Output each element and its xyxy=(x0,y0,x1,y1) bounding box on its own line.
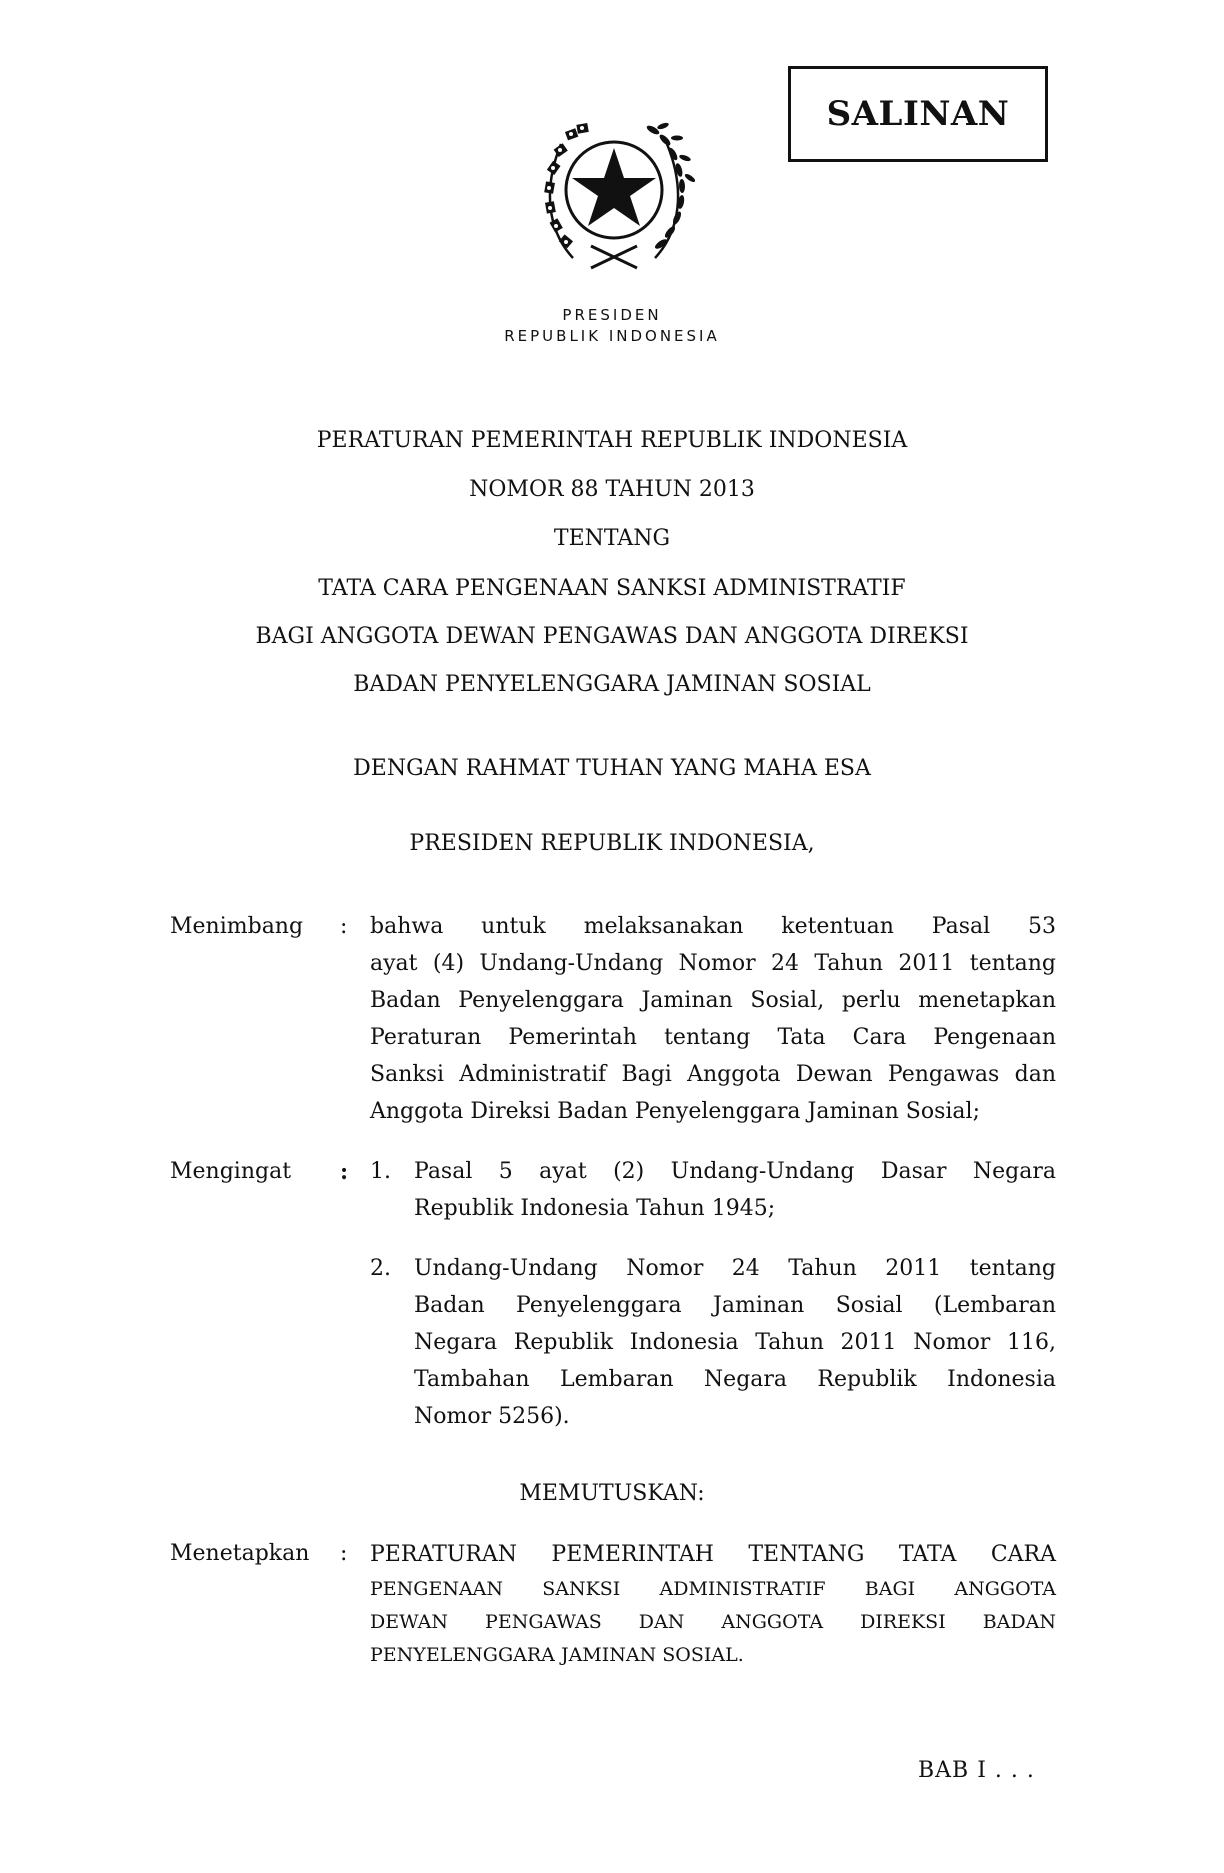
memutuskan-heading: MEMUTUSKAN: xyxy=(519,1481,705,1506)
presidential-emblem xyxy=(533,118,695,270)
regulation-title: PERATURAN PEMERINTAH REPUBLIK INDONESIA xyxy=(316,428,908,453)
menetapkan-colon: : xyxy=(340,1541,348,1566)
mengingat-line: Badan Penyelenggara Jaminan Sosial (Lembaran xyxy=(414,1293,1056,1318)
mengingat-item-number: 2. xyxy=(370,1256,391,1281)
mengingat-item-2 xyxy=(414,1250,1056,1435)
menetapkan-line: DEWAN PENGAWAS DAN ANGGOTA DIREKSI BADAN xyxy=(370,1611,1056,1633)
menimbang-line: bahwa untuk melaksanakan ketentuan Pasal 53 xyxy=(370,914,1056,939)
menimbang-colon: : xyxy=(340,914,348,939)
regulation-about: TENTANG xyxy=(553,526,671,551)
mengingat-line: Pasal 5 ayat (2) Undang-Undang Dasar Negara xyxy=(414,1159,1056,1184)
regulation-subject-line1: TATA CARA PENGENAAN SANKSI ADMINISTRATIF xyxy=(318,576,906,601)
menimbang-line: Badan Penyelenggara Jaminan Sosial, perlu menetapkan xyxy=(370,988,1056,1013)
mengingat-line: Republik Indonesia Tahun 1945; xyxy=(414,1196,776,1221)
menimbang-text xyxy=(370,908,1056,1130)
menimbang-line: ayat (4) Undang-Undang Nomor 24 Tahun 2011 tentang xyxy=(370,951,1056,976)
stamp-label: SALINAN xyxy=(826,94,1010,134)
salinan-stamp xyxy=(788,66,1048,162)
emblem-caption-line2: REPUBLIK INDONESIA xyxy=(504,327,720,345)
mengingat-line: Nomor 5256). xyxy=(414,1404,570,1429)
mengingat-colon: : xyxy=(340,1159,349,1185)
mengingat-item-number: 1. xyxy=(370,1159,391,1184)
menetapkan-line: PERATURAN PEMERINTAH TENTANG TATA CARA xyxy=(370,1542,1056,1567)
menimbang-line: Anggota Direksi Badan Penyelenggara Jaminan Sosial; xyxy=(370,1099,980,1124)
regulation-number: NOMOR 88 TAHUN 2013 xyxy=(469,477,755,502)
mengingat-line: Tambahan Lembaran Negara Republik Indonesia xyxy=(414,1367,1056,1392)
mengingat-line: Negara Republik Indonesia Tahun 2011 Nomor 116, xyxy=(414,1330,1056,1355)
opening-invocation: DENGAN RAHMAT TUHAN YANG MAHA ESA xyxy=(353,756,871,781)
mengingat-item-1 xyxy=(414,1153,1056,1227)
menimbang-line: Peraturan Pemerintah tentang Tata Cara Pengenaan xyxy=(370,1025,1056,1050)
page-continuation: BAB I . . . xyxy=(918,1758,1035,1783)
mengingat-line: Undang-Undang Nomor 24 Tahun 2011 tentang xyxy=(414,1256,1056,1281)
emblem-caption-line1: PRESIDEN xyxy=(562,306,662,324)
star-wreath-icon xyxy=(533,118,695,270)
menetapkan-line: PENGENAAN SANKSI ADMINISTRATIF BAGI ANGGOTA xyxy=(370,1578,1056,1600)
menimbang-label: Menimbang xyxy=(170,914,304,939)
opening-president: PRESIDEN REPUBLIK INDONESIA, xyxy=(409,831,815,856)
menetapkan-label: Menetapkan xyxy=(170,1541,310,1566)
regulation-subject-line2: BAGI ANGGOTA DEWAN PENGAWAS DAN ANGGOTA DIREKSI xyxy=(255,624,969,649)
menetapkan-line: PENYELENGGARA JAMINAN SOSIAL. xyxy=(370,1644,744,1666)
mengingat-label: Mengingat xyxy=(170,1159,292,1184)
menimbang-line: Sanksi Administratif Bagi Anggota Dewan Pengawas dan xyxy=(370,1062,1056,1087)
regulation-subject-line3: BADAN PENYELENGGARA JAMINAN SOSIAL xyxy=(353,672,871,697)
menetapkan-text xyxy=(370,1536,1056,1672)
